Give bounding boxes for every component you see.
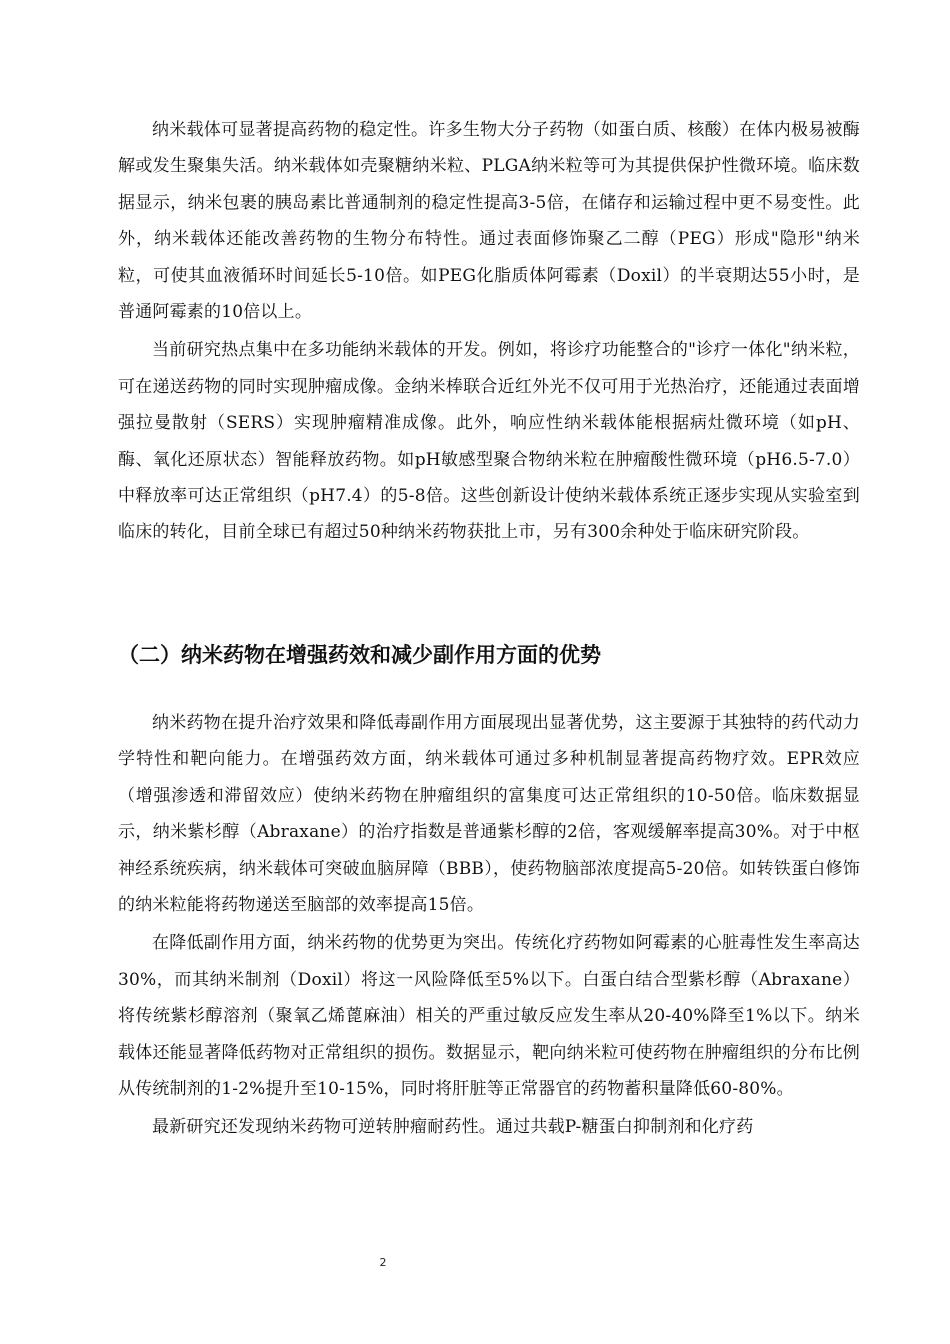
paragraph-drug-resistance: 最新研究还发现纳米药物可逆转肿瘤耐药性。通过共载P-糖蛋白抑制剂和化疗药 [152, 1117, 754, 1138]
paragraph-multifunctional-nanocarriers: 当前研究热点集中在多功能纳米载体的开发。例如，将诊疗功能整合的"诊疗一体化"纳米粒，可在递送药物的同时实现肿瘤成像。金纳米棒联合近红外光不仅可用于光热治疗，还能通过表面增强拉曼散射（SERS）实现肿瘤精准成像。此外，响应性纳米载体能根据病灶微环境（如pH、酶、氧化还原状态）智能释放药物。如pH敏感型聚合物纳米粒在肿瘤酸性微环境（pH6.5-7.0）中释放率可达正常组织（pH7.4）的5-8倍。这些创新设计使纳米载体系统正逐步实现从实验室到临床的转化，目前全球已有超过50种纳米药物获批上市，另有300余种处于临床研究阶段。 [118, 340, 860, 543]
paragraph-enhanced-efficacy: 纳米药物在提升治疗效果和降低毒副作用方面展现出显著优势，这主要源于其独特的药代动力学特性和靶向能力。在增强药效方面，纳米载体可通过多种机制显著提高药物疗效。EPR效应（增强渗透和滞留效应）使纳米药物在肿瘤组织的富集度可达正常组织的10-50倍。临床数据显示，纳米紫杉醇（Abraxane）的治疗指数是普通紫杉醇的2倍，客观缓解率提高30%。对于中枢神经系统疾病，纳米载体可突破血脑屏障（BBB），使药物脑部浓度提高5-20倍。如转铁蛋白修饰的纳米粒能将药物递送至脑部的效率提高15倍。 [118, 713, 860, 916]
section-2-body [118, 705, 860, 1146]
paragraph-reduced-side-effects: 在降低副作用方面，纳米药物的优势更为突出。传统化疗药物如阿霉素的心脏毒性发生率高达30%，而其纳米制剂（Doxil）将这一风险降低至5%以下。白蛋白结合型紫杉醇（Abraxane）将传统紫杉醇溶剂（聚氧乙烯蓖麻油）相关的严重过敏反应发生率从20-40%降至1%以下。纳米载体还能显著降低药物对正常组织的损伤。数据显示，靶向纳米粒可使药物在肿瘤组织的分布比例从传统制剂的1-2%提升至10-15%，同时将肝脏等正常器官的药物蓄积量降低60-80%。 [118, 933, 860, 1100]
page-number: 2 [379, 1256, 387, 1269]
section-1-body [118, 112, 860, 551]
section-2-heading: （二）纳米药物在增强药效和减少副作用方面的优势 [118, 643, 601, 667]
paragraph-nanocarrier-stability: 纳米载体可显著提高药物的稳定性。许多生物大分子药物（如蛋白质、核酸）在体内极易被酶解或发生聚集失活。纳米载体如壳聚糖纳米粒、PLGA纳米粒等可为其提供保护性微环境。临床数据显示，纳米包裹的胰岛素比普通制剂的稳定性提高3-5倍，在储存和运输过程中更不易变性。此外，纳米载体还能改善药物的生物分布特性。通过表面修饰聚乙二醇（PEG）形成"隐形"纳米粒，可使其血液循环时间延长5-10倍。如PEG化脂质体阿霉素（Doxil）的半衰期达55小时，是普通阿霉素的10倍以上。 [118, 120, 860, 323]
